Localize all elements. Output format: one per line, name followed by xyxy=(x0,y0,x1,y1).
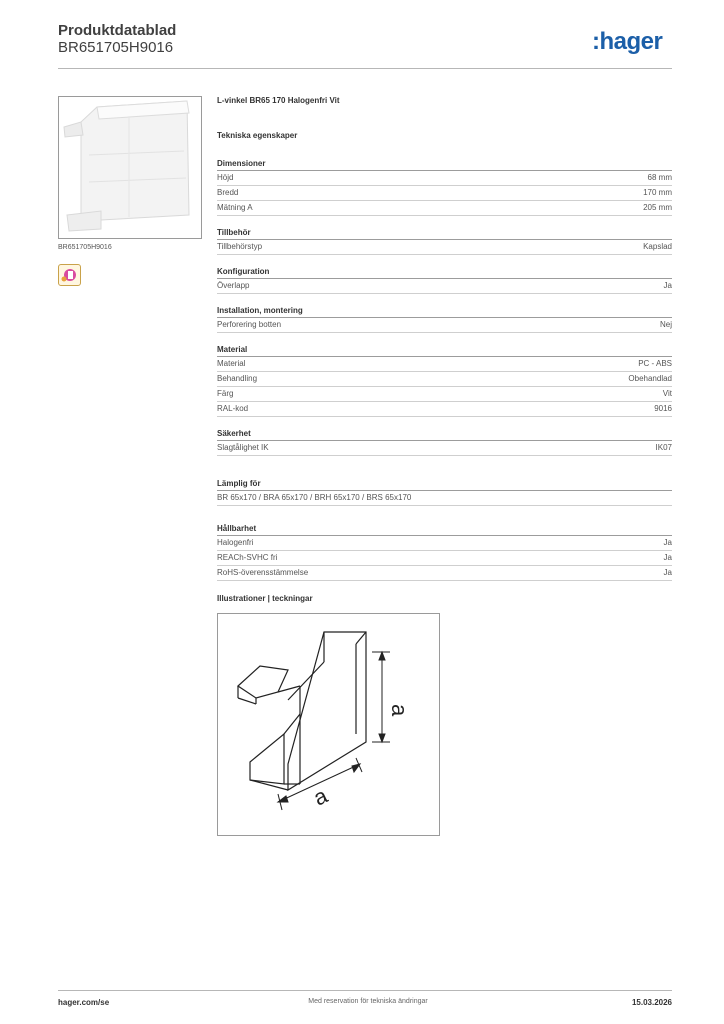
section-hallbarhet xyxy=(217,523,672,581)
footer-website-link[interactable]: hager.com/se xyxy=(58,998,110,1007)
section-heading: Installation, montering xyxy=(217,305,672,318)
section-heading: Säkerhet xyxy=(217,428,672,441)
row-value: Ja xyxy=(663,568,672,577)
illustration-title: Illustrationer | teckningar xyxy=(217,594,313,603)
row-value: 68 mm xyxy=(647,173,672,182)
row-value: Ja xyxy=(663,553,672,562)
spec-row xyxy=(217,536,672,551)
illustration-drawing xyxy=(217,613,440,836)
section-heading: Tillbehör xyxy=(217,227,672,240)
product-image xyxy=(58,96,202,239)
spec-row xyxy=(217,372,672,387)
dimension-label-horizontal: a xyxy=(309,782,332,811)
footer-date: 15.03.2026 xyxy=(631,998,672,1007)
section-konfiguration xyxy=(217,266,672,294)
product-image-drawing xyxy=(59,97,201,238)
row-label: RoHS-överensstämmelse xyxy=(217,568,309,577)
row-value: Obehandlad xyxy=(628,374,672,383)
section-material xyxy=(217,344,672,417)
row-value: PC - ABS xyxy=(638,359,672,368)
row-value: Ja xyxy=(663,538,672,547)
row-value: Nej xyxy=(659,320,672,329)
page-title: Produktdatablad xyxy=(58,22,177,39)
footer-divider xyxy=(58,990,672,991)
row-label: Behandling xyxy=(217,374,258,383)
spec-row xyxy=(217,186,672,201)
spec-table xyxy=(217,96,672,581)
spec-subtitle: Tekniska egenskaper xyxy=(217,131,298,140)
technical-drawing xyxy=(218,614,439,835)
spec-row xyxy=(217,566,672,581)
row-label: Tillbehörstyp xyxy=(217,242,263,251)
spec-row xyxy=(217,279,672,294)
row-label: Perforering botten xyxy=(217,320,282,329)
spec-row xyxy=(217,240,672,255)
product-code: BR651705H9016 xyxy=(58,39,174,56)
row-label: RAL-kod xyxy=(217,404,249,413)
hager-logo: :hager xyxy=(592,28,663,55)
row-value: Ja xyxy=(663,281,672,290)
section-heading: Hållbarhet xyxy=(217,523,672,536)
row-value: 170 mm xyxy=(643,188,672,197)
spec-row xyxy=(217,441,672,456)
section-lamplig-for xyxy=(217,478,672,506)
row-label: Höjd xyxy=(217,173,234,182)
row-label: Material xyxy=(217,359,246,368)
dimension-label-vertical: a xyxy=(387,704,412,717)
spec-row xyxy=(217,201,672,216)
badge-drawing xyxy=(59,265,80,285)
section-installation xyxy=(217,305,672,333)
row-value: 9016 xyxy=(654,404,672,413)
row-label: Färg xyxy=(217,389,234,398)
spec-row xyxy=(217,357,672,372)
row-label: Bredd xyxy=(217,188,239,197)
footer-disclaimer: Med reservation för tekniska ändringar xyxy=(308,998,428,1005)
section-heading: Lämplig för xyxy=(217,478,672,491)
product-caption: BR651705H9016 xyxy=(58,244,112,251)
section-heading: Konfiguration xyxy=(217,266,672,279)
spec-row xyxy=(217,491,672,506)
row-value: Kapslad xyxy=(643,242,672,251)
row-label: Halogenfri xyxy=(217,538,254,547)
spec-row xyxy=(217,171,672,186)
section-sakerhet xyxy=(217,428,672,456)
row-value: IK07 xyxy=(655,443,672,452)
spec-row xyxy=(217,551,672,566)
section-dimensioner xyxy=(217,158,672,216)
spec-row xyxy=(217,318,672,333)
halogen-free-badge-icon xyxy=(58,264,81,286)
section-tillbehor xyxy=(217,227,672,255)
section-heading: Material xyxy=(217,344,672,357)
header-divider xyxy=(58,68,672,69)
row-value: Vit xyxy=(662,389,672,398)
section-heading: Dimensioner xyxy=(217,158,672,171)
logo-text: hager xyxy=(599,28,663,55)
row-label: REACh-SVHC fri xyxy=(217,553,278,562)
row-label: BR 65x170 / BRA 65x170 / BRH 65x170 / BRS 65x170 xyxy=(217,493,412,502)
row-value: 205 mm xyxy=(643,203,672,212)
spec-row xyxy=(217,387,672,402)
row-label: Överlapp xyxy=(217,281,250,290)
row-label: Slagtålighet IK xyxy=(217,443,269,452)
row-label: Mätning A xyxy=(217,203,253,212)
spec-row xyxy=(217,402,672,417)
product-name: L-vinkel BR65 170 Halogenfri Vit xyxy=(217,96,340,105)
